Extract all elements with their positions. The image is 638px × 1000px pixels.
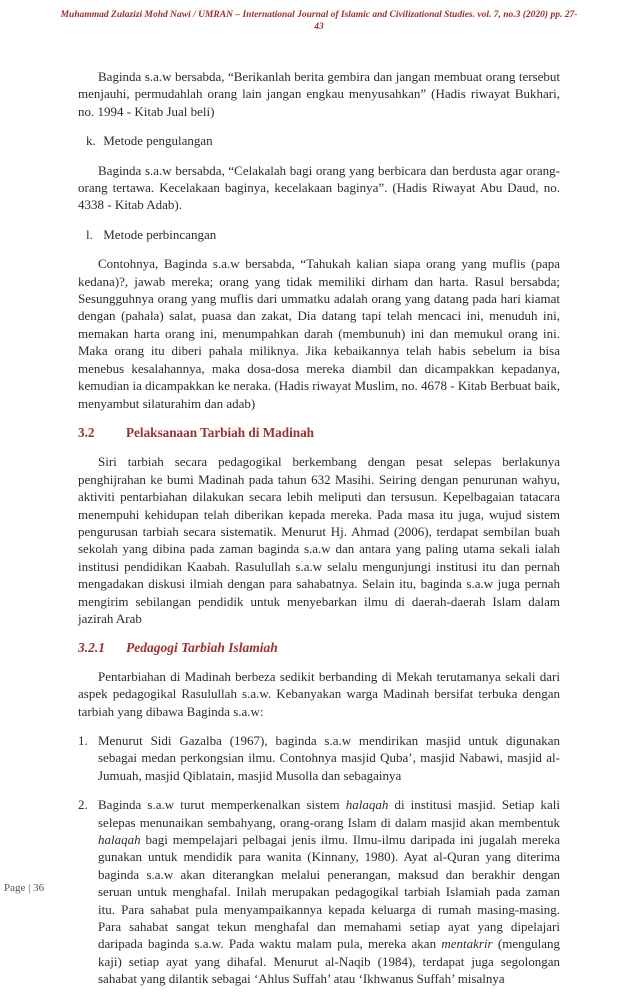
list-item-number: 2. — [78, 797, 88, 813]
page-body — [78, 68, 560, 1000]
paragraph-hadith-abu-daud: Baginda s.a.w bersabda, “Celakalah bagi orang yang berbicara dan berdusta agar orang-orang tertawa. Kecelakaan baginya, kecelakaan baginya”. (Hadis Riwayat Abu Daud, no. 4338 - Kitab Adab). — [78, 162, 560, 213]
list-item — [78, 732, 560, 784]
text-run: bagi mempelajari pelbagai jenis ilmu. Ilmu-ilmu daripada ini jugalah mereka gunakan untuk mendidik para wanita (Kinnany, 1980). Ayat al-Quran yang diterima baginda s.a.w akan diterangkan melalui penerangan, maksud dan berakhir dengan seruan untuk menghafal. Inilah merupakan pedagogikal tarbiah Islamiah pada zaman itu. Para sahabat pula menyampaikannya kepada keluarga di rumah masing-masing. Para sahabat sangat tekun menghafal dan memahami setiap ayat yang dipelajari daripada baginda s.a.w. Pada waktu malam pula, mereka akan — [98, 832, 560, 952]
list-item-number: 1. — [78, 733, 88, 748]
subheading-l-marker: l. — [86, 226, 93, 242]
section-number: 3.2 — [78, 424, 95, 440]
running-header: Muhammad Zulazizi Mohd Nawi / UMRAN – International Journal of Islamic and Civilizational Studies. vol. 7, no.3 (2020) pp. 27-43 — [60, 10, 578, 32]
italic-term: halaqah — [345, 797, 389, 813]
subheading-k — [78, 132, 560, 149]
subheading-k-label: Metode pengulangan — [103, 133, 213, 149]
subsection-number: 3.2.1 — [78, 640, 105, 656]
list-item-text: Menurut Sidi Gazalba (1967), baginda s.a.w mendirikan masjid untuk digunakan sebagai medan perkongsian ilmu. Contohnya masjid Quba’, masjid Nabawi, masjid al-Jumuah, masjid Qiblatain, masjid Musolla dan sebagainya — [98, 733, 560, 783]
section-title: Pelaksanaan Tarbiah di Madinah — [126, 424, 314, 440]
text-run: Baginda s.a.w turut memperkenalkan sistem — [98, 797, 346, 813]
subsection-title: Pedagogi Tarbiah Islamiah — [126, 640, 278, 656]
list-item-text — [98, 797, 560, 986]
page-number: Page | 36 — [4, 882, 45, 894]
subsection-heading-3-2-1 — [78, 639, 560, 656]
paragraph-madinah: Siri tarbiah secara pedagogikal berkembang dengan pesat selepas berlakunya penghijrahan ke bumi Madinah pada tahun 632 Masihi. Seiring dengan penurunan wahyu, aktiviti pentarbiahan dilakukan secara lebih meliputi dan tersusun. Kepelbagaian tatacara menempuhi kehidupan telah diberikan kepada mereka. Pada masa itu juga, wujud sistem pengurusan tarbiah secara sistematik. Menurut Hj. Ahmad (2006), terdapat sembilan buah sekolah yang dibina pada zaman baginda s.a.w dan antara yang paling utama sekali ialah institusi pendidikan Kaabah. Rasulullah s.a.w selalu mengunjungi institusi itu dan pernah mengadakan diskusi ilmiah dengan para sahabatnya. Selain itu, baginda s.a.w juga pernah mengirim sebilangan pendidik untuk menyebarkan ilmu di daerah-daerah Islam dalam jazirah Arab — [78, 454, 560, 626]
section-heading-3-2 — [78, 424, 560, 441]
italic-term: mentakrir — [441, 936, 493, 952]
numbered-list — [78, 732, 560, 988]
paragraph-hadith-muslim: Contohnya, Baginda s.a.w bersabda, “Tahukah kalian siapa orang yang muflis (papa kedana)?, jawab mereka; orang yang tidak memiliki dirham dan harta. Rasul bersabda; Sesungguhnya orang yang muflis dari ummatku adalah orang yang datang pada hari kiamat dengan (pahala) salat, puasa dan zakat, Dia datang tapi telah mencaci ini, menuduh ini, memakan harta orang ini, menumpahkan darah (membunuh) ini dan memukul orang ini. Maka orang itu diberi pahala miliknya. Jika kebaikannya telah habis sebelum ia bisa menebus kesalahannya, maka dosa-dosa mereka diambil dan dicampakkan kepadanya, kemudian ia dicampakkan ke neraka. (Hadis riwayat Muslim, no. 4678 - Kitab Berbuat baik, menyambut silaturahim dan adab) — [78, 256, 560, 411]
subheading-k-marker: k. — [86, 133, 96, 149]
paragraph-pedagogi: Pentarbiahan di Madinah berbeza sedikit berbanding di Mekah terutamanya sekali dari aspek pedagogikal Rasulullah s.a.w. Kebanyakan warga Madinah bersifat terbuka dengan tarbiah yang dibawa Baginda s.a.w: — [78, 668, 560, 719]
subheading-l — [78, 226, 560, 243]
paragraph-hadith-bukhari: Baginda s.a.w bersabda, “Berikanlah berita gembira dan jangan membuat orang tersebut menjauhi, permudahlah orang lain jangan engkau menyusahkan” (Hadis riwayat Bukhari, no. 1994 - Kitab Jual beli) — [78, 69, 560, 119]
italic-term: halaqah — [98, 832, 141, 848]
list-item — [78, 796, 560, 987]
text-run: di institusi masjid. Setiap kali selepas menunaikan sembahyang, orang-orang Islam di dalam masjid akan membentuk — [98, 797, 560, 830]
subheading-l-label: Metode perbincangan — [103, 226, 217, 242]
text-run: (mengulang kaji) setiap ayat yang dihafal. Menurut al-Naqib (1984), terdapat juga segolongan sahabat yang dilantik sebagai ‘Ahlus Suffah’ atau ‘Ikhwanus Suffah’ misalnya — [98, 936, 560, 987]
